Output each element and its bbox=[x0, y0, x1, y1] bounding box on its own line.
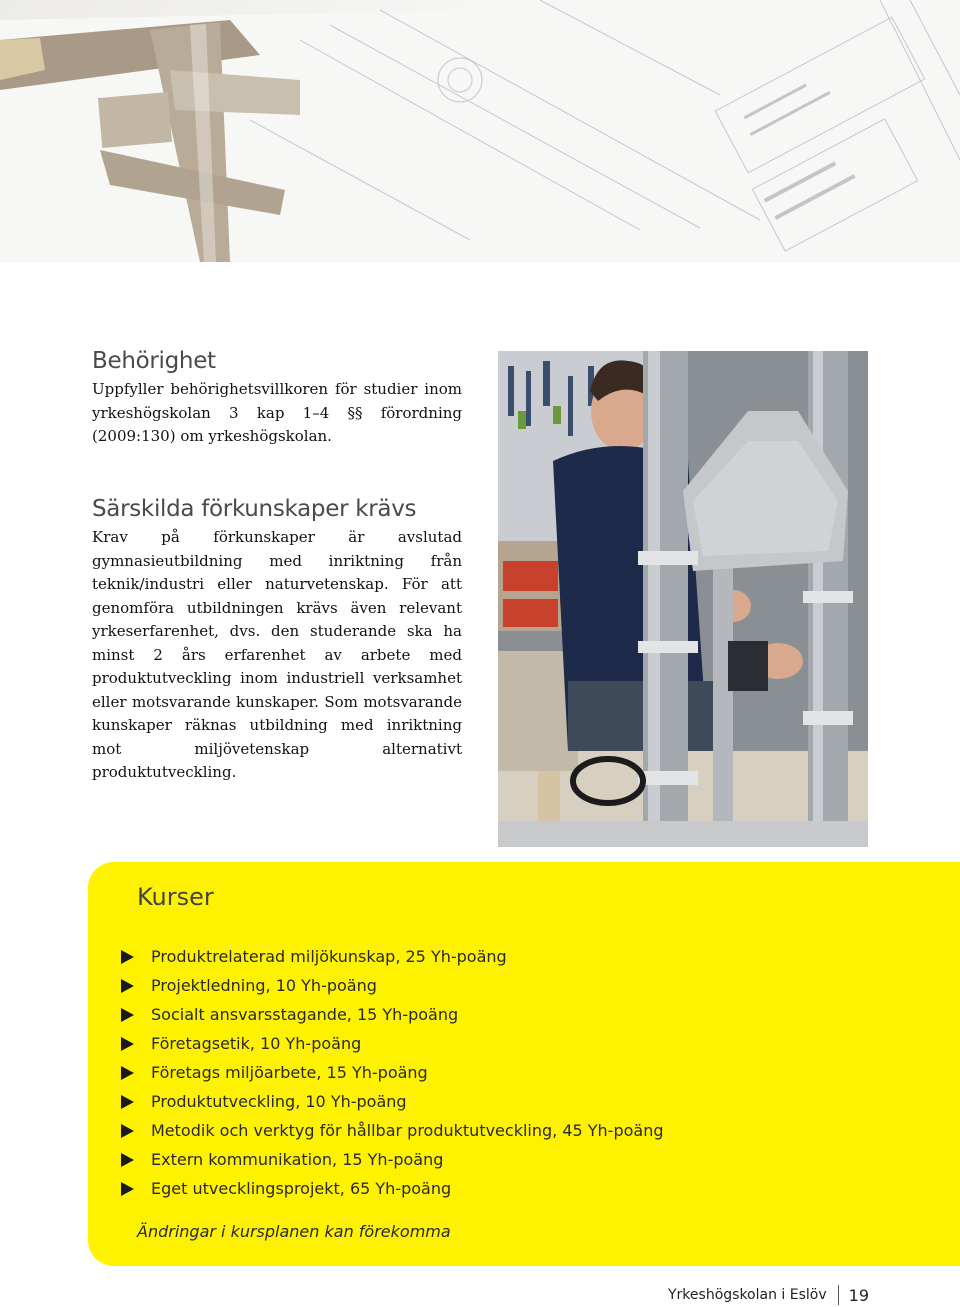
course-label: Företagsetik, 10 Yh-poäng bbox=[151, 1034, 362, 1053]
course-item bbox=[121, 1087, 664, 1116]
course-label: Produktutveckling, 10 Yh-poäng bbox=[151, 1092, 407, 1111]
course-label: Extern kommunikation, 15 Yh-poäng bbox=[151, 1150, 444, 1169]
prerequisites-section bbox=[92, 496, 462, 785]
eligibility-text: Uppfyller behörighetsvillkoren för studier inom yrkeshögskolan 3 kap 1–4 §§ förordning (2009:130) om yrkeshögskolan. bbox=[92, 380, 462, 445]
courses-note: Ändringar i kursplanen kan förekomma bbox=[137, 1222, 451, 1241]
footer-school-name: Yrkeshögskolan i Eslöv bbox=[668, 1287, 827, 1303]
triangle-bullet-icon bbox=[121, 1095, 134, 1109]
eligibility-heading: Behörighet bbox=[92, 348, 216, 374]
course-item bbox=[121, 1029, 664, 1058]
triangle-bullet-icon bbox=[121, 1153, 134, 1167]
triangle-bullet-icon bbox=[121, 950, 134, 964]
triangle-bullet-icon bbox=[121, 1124, 134, 1138]
prerequisites-heading: Särskilda förkunskaper krävs bbox=[92, 496, 417, 522]
triangle-bullet-icon bbox=[121, 1037, 134, 1051]
photo-worker-assembling-equipment bbox=[498, 351, 868, 847]
course-label: Eget utvecklingsprojekt, 65 Yh-poäng bbox=[151, 1179, 452, 1198]
course-item bbox=[121, 1058, 664, 1087]
courses-list bbox=[121, 942, 664, 1203]
courses-heading: Kurser bbox=[137, 883, 214, 911]
triangle-bullet-icon bbox=[121, 1066, 134, 1080]
course-label: Socialt ansvarsstagande, 15 Yh-poäng bbox=[151, 1005, 459, 1024]
footer-divider bbox=[838, 1285, 839, 1305]
course-label: Företags miljöarbete, 15 Yh-poäng bbox=[151, 1063, 428, 1082]
course-item bbox=[121, 971, 664, 1000]
course-label: Projektledning, 10 Yh-poäng bbox=[151, 976, 377, 995]
prerequisites-text: Krav på förkunskaper är avslutad gymnasieutbildning med inriktning från teknik/industri eller naturvetenskap. För att genomföra utbildningen krävs även relevant yrkeserfarenhet, dvs. den studerande ska ha minst 2 års erfarenhet av arbete med produktutveckling inom industriell verksamhet eller motsvarande kunskaper. Som motsvarande kunskaper räknas utbildning med inriktning mot miljövetenskap alternativt produktutveckling. bbox=[92, 528, 462, 781]
triangle-bullet-icon bbox=[121, 1182, 134, 1196]
courses-panel bbox=[88, 862, 960, 1266]
course-item bbox=[121, 1116, 664, 1145]
triangle-bullet-icon bbox=[121, 1008, 134, 1022]
course-label: Produktrelaterad miljökunskap, 25 Yh-poäng bbox=[151, 947, 507, 966]
course-item bbox=[121, 1145, 664, 1174]
course-item bbox=[121, 942, 664, 971]
page-number: 19 bbox=[848, 1285, 869, 1305]
course-item bbox=[121, 1000, 664, 1029]
hero-photo-caliper-drawing bbox=[0, 0, 960, 262]
course-item bbox=[121, 1174, 664, 1203]
course-label: Metodik och verktyg för hållbar produktutveckling, 45 Yh-poäng bbox=[151, 1121, 664, 1140]
triangle-bullet-icon bbox=[121, 979, 134, 993]
page-footer bbox=[668, 1283, 869, 1307]
eligibility-section bbox=[92, 348, 462, 449]
